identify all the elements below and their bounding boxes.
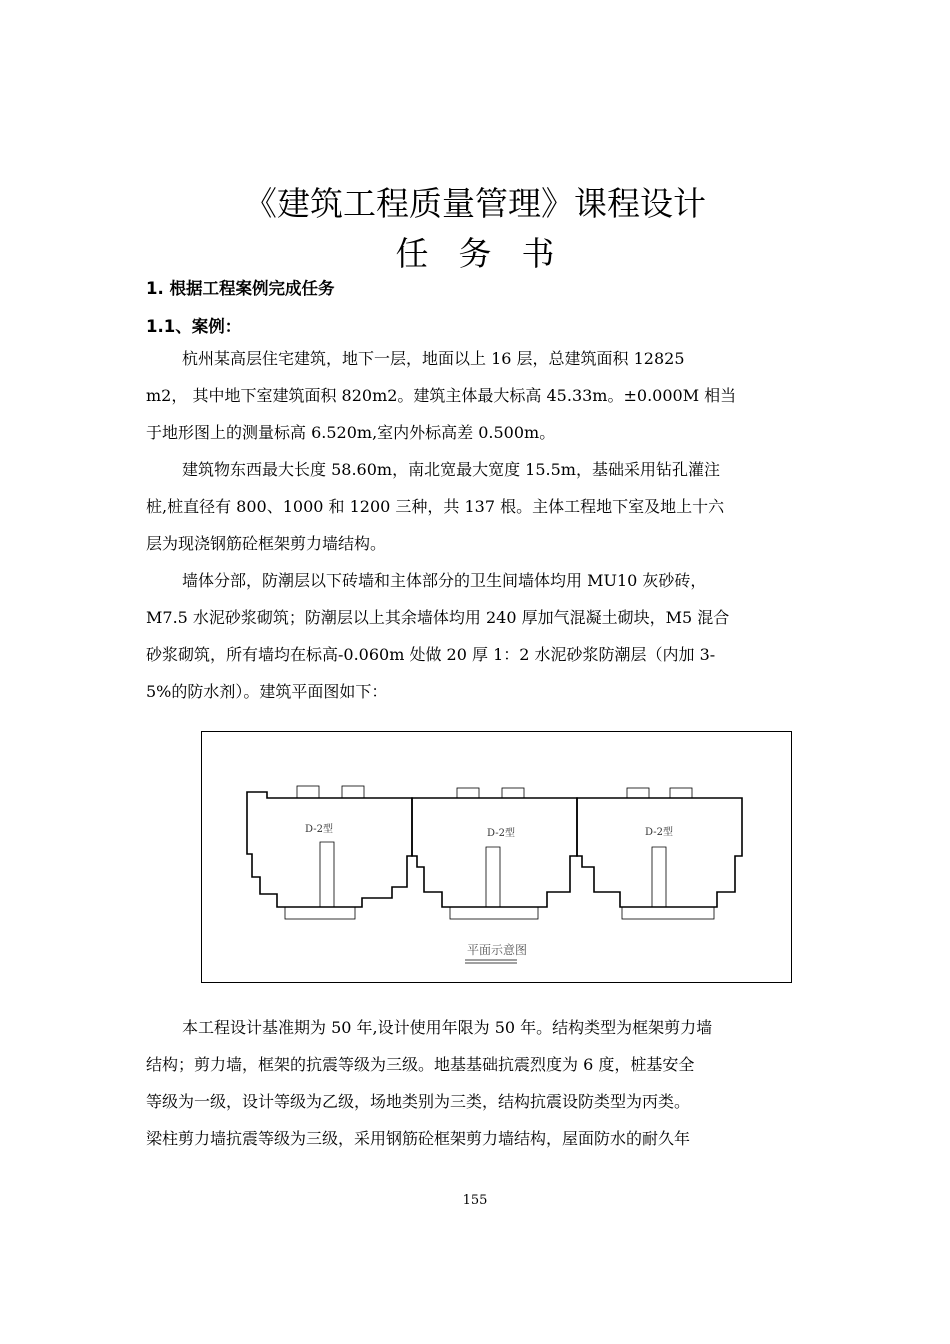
balcony bbox=[297, 786, 319, 798]
paragraph-line: 砂浆砌筑，所有墙均在标高-0.060m 处做 20 厚 1：2 水泥砂浆防潮层（内加 3- bbox=[146, 645, 716, 664]
unit-3-outline bbox=[577, 798, 742, 907]
paragraph-line: 桩,桩直径有 800、1000 和 1200 三种，共 137 根。主体工程地下室及地上十六 bbox=[146, 497, 725, 516]
paragraph-design-info bbox=[146, 1009, 806, 1157]
paragraph-line: 于地形图上的测量标高 6.520m,室内外标高差 0.500m。 bbox=[146, 423, 556, 442]
unit-label-1: D-2型 bbox=[305, 824, 333, 835]
unit-2-outline bbox=[412, 798, 577, 907]
paragraph-line: 建筑物东西最大长度 58.60m，南北宽最大宽度 15.5m，基础采用钻孔灌注 bbox=[182, 460, 720, 479]
paragraph-line: 结构；剪力墙，框架的抗震等级为三级。地基基础抗震烈度为 6 度，桩基安全 bbox=[146, 1055, 695, 1074]
paragraph-line: 墙体分部，防潮层以下砖墙和主体部分的卫生间墙体均用 MU10 灰砂砖， bbox=[182, 571, 707, 590]
section-heading-1: 1. 根据工程案例完成任务 bbox=[146, 279, 335, 298]
paragraph-line: 本工程设计基准期为 50 年,设计使用年限为 50 年。结构类型为框架剪力墙 bbox=[182, 1018, 713, 1037]
balcony bbox=[627, 788, 649, 798]
figure-caption: 平面示意图 bbox=[467, 943, 528, 957]
balcony bbox=[670, 788, 692, 798]
paragraph-line: 层为现浇钢筋砼框架剪力墙结构。 bbox=[146, 534, 387, 553]
paragraph-line: M7.5 水泥砂浆砌筑；防潮层以上其余墙体均用 240 厚加气混凝土砌块，M5 混合 bbox=[146, 608, 730, 627]
stair-core bbox=[652, 847, 666, 907]
balcony bbox=[342, 786, 364, 798]
paragraph-case-intro bbox=[146, 340, 806, 451]
unit-label-3: D-2型 bbox=[645, 827, 673, 838]
entrance-extension bbox=[285, 907, 355, 919]
paragraph-line: 梁柱剪力墙抗震等级为三级，采用钢筋砼框架剪力墙结构，屋面防水的耐久年 bbox=[146, 1129, 691, 1148]
paragraph-line: 杭州某高层住宅建筑，地下一层，地面以上 16 层，总建筑面积 12825 bbox=[182, 349, 685, 368]
entrance-extension bbox=[622, 907, 714, 919]
balcony bbox=[457, 788, 479, 798]
unit-1-outline bbox=[247, 792, 412, 907]
floor-plan-figure bbox=[201, 731, 792, 983]
unit-label-2: D-2型 bbox=[487, 828, 515, 839]
paragraph-line: m2， 其中地下室建筑面积 820m2。建筑主体最大标高 45.33m。±0.000M 相当 bbox=[146, 386, 737, 405]
document-title: 《建筑工程质量管理》课程设计 bbox=[244, 184, 706, 223]
floor-plan-drawing bbox=[202, 732, 793, 984]
stair-core bbox=[320, 842, 334, 907]
paragraph-building-size bbox=[146, 451, 806, 562]
paragraph-line: 等级为一级，设计等级为乙级，场地类别为三类，结构抗震设防类型为丙类。 bbox=[146, 1092, 691, 1111]
section-heading-1-1: 1.1、案例： bbox=[146, 317, 242, 336]
paragraph-walls bbox=[146, 562, 806, 710]
document-subtitle: 任务书 bbox=[395, 234, 585, 273]
stair-core bbox=[486, 847, 500, 907]
balcony bbox=[502, 788, 524, 798]
page-number: 155 bbox=[462, 1193, 488, 1208]
entrance-extension bbox=[450, 907, 538, 919]
paragraph-line: 5%的防水剂）。建筑平面图如下： bbox=[146, 682, 388, 701]
